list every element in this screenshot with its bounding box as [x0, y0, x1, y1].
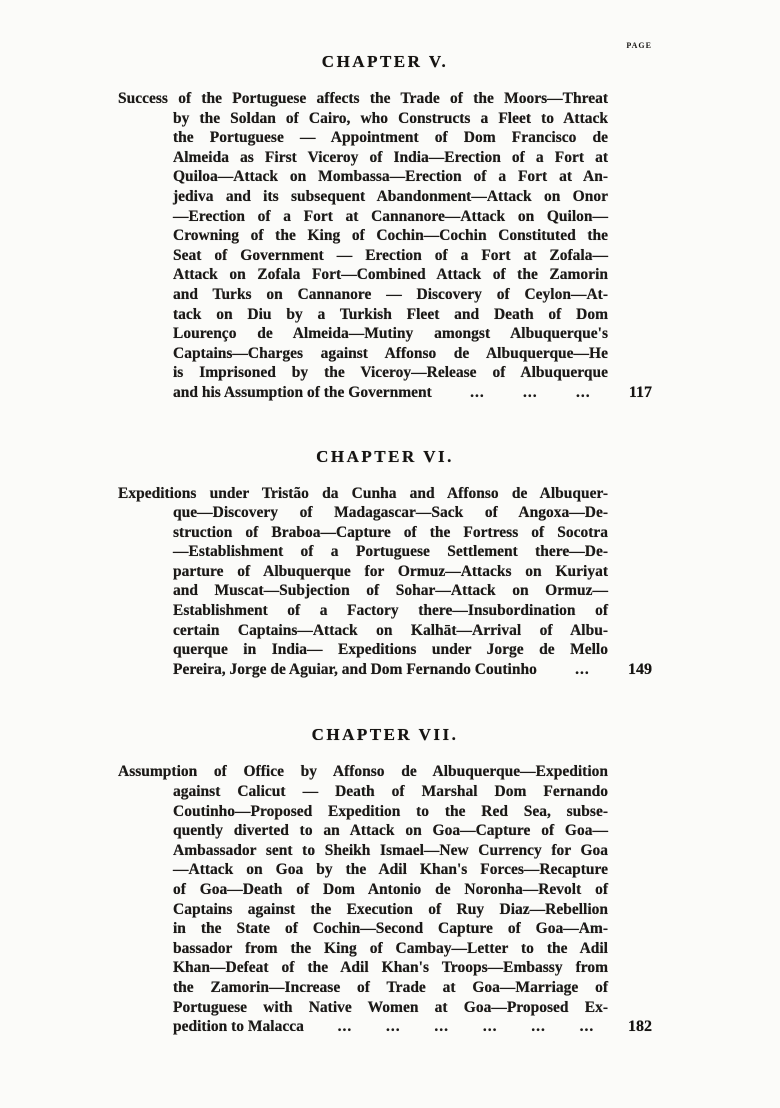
summary-line: querque in India— Expeditions under Jorge de Mello	[173, 641, 608, 659]
dot-leader: ...	[575, 660, 590, 678]
dot-leader: ...	[523, 383, 538, 401]
chapter-entry	[118, 447, 652, 680]
summary-line: Success of the Portuguese affects the Trade of the Moors—Threat	[118, 90, 608, 107]
chapter-entry	[118, 725, 652, 1036]
chapter-final-line	[118, 660, 652, 680]
summary-line: jediva and its subsequent Abandonment—Attack on Onor	[173, 187, 608, 205]
summary-line: Attack on Zofala Fort—Combined Attack of the Zamorin	[173, 266, 608, 284]
page-number: 117	[628, 383, 652, 401]
dot-leader: ...	[531, 1018, 546, 1036]
page-number: 182	[627, 1018, 652, 1036]
summary-line: tack on Diu by a Turkish Fleet and Death of Dom	[173, 305, 608, 323]
summary-line: and Turks on Cannanore — Discovery of Ceylon—At-	[173, 285, 608, 303]
summary-line: by the Soldan of Cairo, who Constructs a Fleet to Attack	[173, 109, 608, 127]
chapter-heading: CHAPTER V.	[321, 52, 449, 71]
chapter-summary	[118, 89, 652, 383]
summary-line: Crowning of the King of Cochin—Cochin Constituted the	[173, 227, 608, 245]
summary-line: Lourenço de Almeida—Mutiny amongst Albuquerque's	[173, 325, 608, 343]
chapter-final-line	[118, 1017, 652, 1037]
table-of-contents	[118, 42, 652, 1037]
dot-leader: ...	[482, 1018, 498, 1036]
dot-leader: ...	[470, 383, 485, 401]
dot-leader: ...	[337, 1018, 353, 1036]
summary-line: certain Captains—Attack on Kalhāt—Arrival of Albu-	[173, 621, 608, 639]
chapter-entry	[118, 52, 652, 403]
chapter-heading: CHAPTER VI.	[316, 446, 454, 466]
summary-line: Establishment of a Factory there—Insubordination of	[173, 602, 608, 620]
summary-line: quently diverted to an Attack on Goa—Capture of Goa—	[173, 822, 608, 840]
summary-line: Seat of Government — Erection of a Fort at Zofala—	[173, 246, 608, 264]
page-number: 149	[627, 660, 652, 678]
summary-line: against Calicut — Death of Marshal Dom Fernando	[173, 783, 608, 801]
summary-line: Almeida as First Viceroy of India—Erection of a Fort at	[173, 148, 608, 166]
summary-line: Captains against the Execution of Ruy Diaz—Rebellion	[173, 900, 608, 918]
summary-line: bassador from the King of Cambay—Letter to the Adil	[173, 939, 608, 957]
chapter-final-line	[118, 383, 652, 403]
dot-leader: ...	[579, 1018, 595, 1036]
summary-line: the Zamorin—Increase of Trade at Goa—Marriage of	[173, 978, 608, 996]
summary-line: Assumption of Office by Affonso de Albuquerque—Expedition	[118, 763, 608, 781]
summary-line: struction of Braboa—Capture of the Fortress of Socotra	[173, 523, 608, 541]
chapter-heading: CHAPTER VII.	[311, 725, 459, 745]
summary-line: Khan—Defeat of the Adil Khan's Troops—Embassy from	[173, 959, 608, 977]
summary-line: and Muscat—Subjection of Sohar—Attack on Ormuz—	[173, 582, 608, 600]
dot-leader: ...	[434, 1018, 450, 1036]
summary-line: que—Discovery of Madagascar—Sack of Angoxa—De-	[173, 504, 608, 522]
final-line-text: and his Assumption of the Government	[173, 383, 432, 401]
dot-leader: ...	[386, 1018, 401, 1036]
summary-line: —Attack on Goa by the Adil Khan's Forces—Recapture	[173, 861, 608, 879]
chapter-summary	[118, 762, 652, 1017]
summary-line: the Portuguese — Appointment of Dom Francisco de	[173, 129, 608, 147]
summary-line: in the State of Cochin—Second Capture of Goa—Am-	[173, 920, 608, 938]
summary-line: Ambassador sent to Sheikh Ismael—New Currency for Goa	[173, 841, 608, 859]
summary-line: —Erection of a Fort at Cannanore—Attack on Quilon—	[173, 207, 608, 225]
summary-line: is Imprisoned by the Viceroy—Release of Albuquerque	[173, 364, 608, 382]
page-column-label: PAGE	[626, 41, 652, 50]
final-line-text: Pereira, Jorge de Aguiar, and Dom Fernando Coutinho	[173, 660, 537, 678]
summary-line: —Establishment of a Portuguese Settlement there—De-	[173, 543, 608, 561]
summary-line: Expeditions under Tristão da Cunha and Affonso de Albuquer-	[118, 484, 608, 502]
summary-line: Portuguese with Native Women at Goa—Proposed Ex-	[173, 998, 608, 1016]
dot-leader: ...	[575, 383, 591, 401]
summary-line: Quiloa—Attack on Mombassa—Erection of a Fort at An-	[173, 168, 608, 186]
summary-line: of Goa—Death of Dom Antonio de Noronha—Revolt of	[173, 881, 608, 898]
final-line-text: pedition to Malacca	[173, 1018, 304, 1036]
summary-line: parture of Albuquerque for Ormuz—Attacks on Kuriyat	[173, 562, 608, 580]
chapter-summary	[118, 484, 652, 660]
summary-line: Coutinho—Proposed Expedition to the Red Sea, subse-	[173, 802, 608, 820]
summary-line: Captains—Charges against Affonso de Albuquerque—He	[173, 344, 608, 362]
